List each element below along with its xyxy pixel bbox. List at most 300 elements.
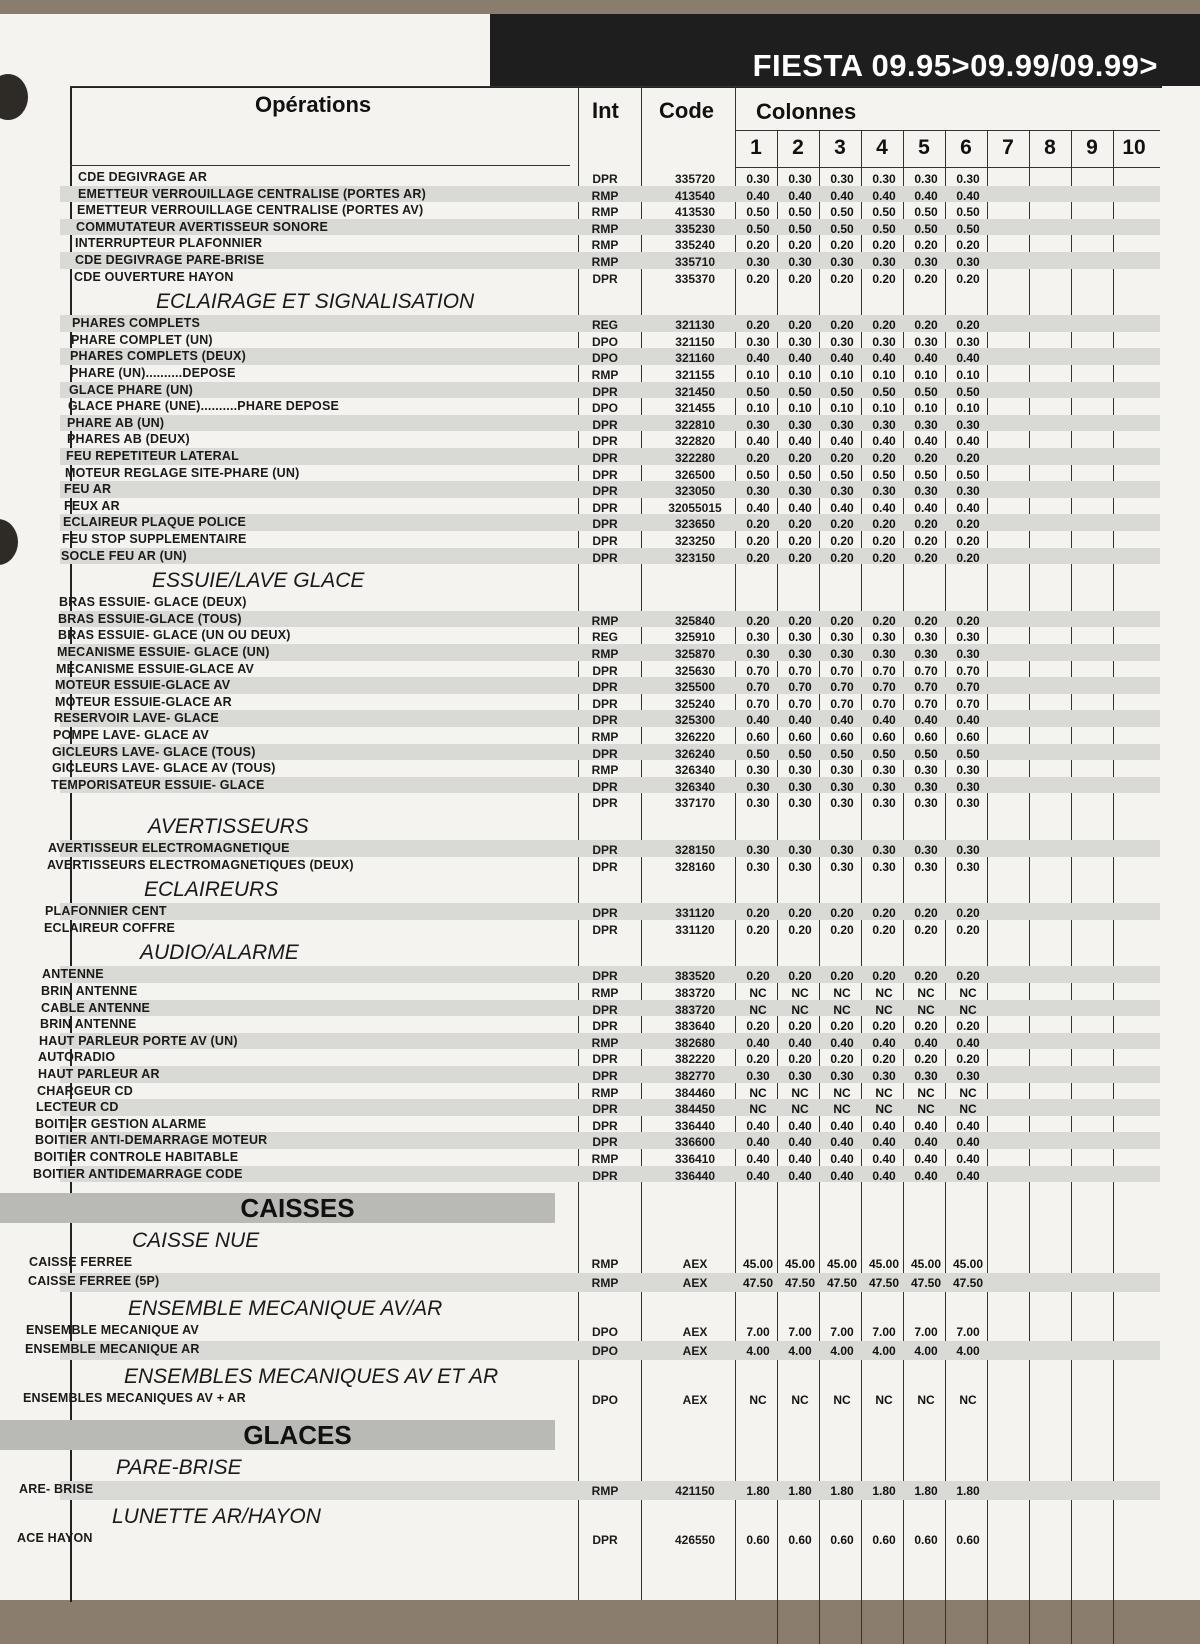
column-value: NC [917, 1085, 935, 1100]
column-value: 0.50 [788, 746, 812, 761]
column-value: 47.50 [784, 1276, 816, 1291]
column-value: 0.30 [872, 630, 896, 645]
int-code: DPR [592, 859, 618, 874]
column-value: 0.30 [746, 779, 770, 794]
column-value: 0.50 [830, 467, 854, 482]
column-value: 0.20 [746, 451, 770, 465]
column-value: 0.70 [956, 696, 980, 711]
int-code: RMP [591, 1276, 619, 1291]
int-code: DPO [591, 1344, 618, 1359]
operation-label: ENSEMBLE MECANIQUE AV [26, 1323, 199, 1338]
operation-label: EMETTEUR VERROUILLAGE CENTRALISE (PORTES AV) [77, 203, 424, 218]
column-value: 0.60 [746, 1533, 770, 1548]
column-value: 0.70 [830, 696, 854, 711]
column-value: 0.20 [872, 451, 896, 465]
operation-label: MECANISME ESSUIE- GLACE (UN) [57, 645, 270, 659]
column-value: 0.40 [746, 434, 770, 449]
int-code: DPR [592, 417, 618, 432]
operation-code: 325870 [674, 647, 716, 661]
column-value: 0.20 [788, 969, 812, 984]
column-value: 0.40 [830, 713, 854, 728]
column-value: 4.00 [788, 1344, 812, 1359]
int-code: RMP [591, 238, 619, 253]
int-code: DPO [591, 334, 618, 349]
operation-code: 325910 [674, 630, 716, 645]
column-value: 0.50 [872, 384, 896, 399]
column-value: 7.00 [830, 1325, 854, 1340]
column-value: 0.50 [872, 467, 896, 482]
column-value: 0.30 [788, 630, 812, 645]
operation-code: 382770 [674, 1069, 716, 1083]
operation-label: RESERVOIR LAVE- GLACE [54, 711, 219, 726]
header-colonnes: Colonnes [756, 99, 857, 124]
operation-label: ECLAIREUR COFFRE [44, 920, 175, 935]
operation-code: 336440 [674, 1168, 716, 1183]
column-value: 0.30 [746, 172, 770, 186]
column-value: 0.30 [788, 255, 812, 269]
column-value: 0.30 [830, 417, 854, 432]
operation-code: 335720 [674, 172, 716, 186]
column-value: 0.40 [956, 1168, 980, 1183]
column-value: 0.70 [746, 663, 770, 678]
column-value: 0.70 [746, 696, 770, 711]
column-value: NC [791, 1393, 809, 1408]
column-value: NC [875, 1085, 893, 1100]
operation-label: ACE HAYON [17, 1531, 93, 1546]
column-value: 0.20 [830, 238, 854, 253]
operation-code: 335370 [674, 271, 716, 286]
column-value: 0.30 [956, 779, 980, 794]
column-value: 0.40 [914, 188, 938, 203]
column-value: 0.20 [746, 1019, 770, 1034]
column-value: 0.30 [830, 255, 854, 269]
column-value: 0.30 [956, 1069, 980, 1083]
column-value: 0.20 [956, 271, 980, 286]
column-value: 0.40 [872, 500, 896, 515]
int-code: DPR [592, 271, 618, 286]
column-value: NC [917, 1393, 935, 1408]
column-value: 0.30 [746, 859, 770, 874]
column-value: 0.20 [914, 922, 938, 937]
operation-label: ARE- BRISE [19, 1482, 94, 1497]
section-heading: PARE-BRISE [116, 1456, 242, 1480]
operation-code: 335710 [674, 255, 716, 269]
int-code: DPR [592, 843, 618, 857]
column-value: 0.30 [746, 417, 770, 432]
operation-code: 413530 [674, 205, 716, 220]
column-value: 0.20 [914, 1052, 938, 1067]
column-value: 0.30 [746, 334, 770, 349]
column-value: 0.30 [830, 779, 854, 794]
operation-label: HAUT PARLEUR PORTE AV (UN) [39, 1033, 238, 1048]
column-value: 0.20 [872, 318, 896, 333]
column-value: 0.40 [788, 1168, 812, 1183]
column-value: 0.30 [956, 859, 980, 874]
column-value: 0.10 [830, 368, 854, 382]
column-value: 0.70 [956, 663, 980, 678]
column-number: 8 [1044, 136, 1056, 159]
column-value: 0.40 [746, 351, 770, 366]
operation-label: FEU STOP SUPPLEMENTAIRE [62, 532, 247, 546]
column-value: NC [917, 1102, 935, 1117]
column-value: 0.20 [872, 613, 896, 628]
column-value: 0.30 [914, 779, 938, 794]
column-value: 0.70 [788, 696, 812, 711]
column-value: 0.30 [956, 796, 980, 811]
column-value: 45.00 [742, 1257, 774, 1272]
column-value: NC [959, 1002, 977, 1017]
operation-label: ECLAIREUR PLAQUE POLICE [63, 515, 247, 530]
operation-code: 326240 [674, 746, 716, 761]
column-value: 0.30 [956, 647, 980, 661]
column-value: 0.20 [872, 1019, 896, 1034]
operation-label: BOITIER GESTION ALARME [35, 1116, 207, 1131]
column-value: 0.20 [746, 271, 770, 286]
column-value: 0.30 [914, 255, 938, 269]
column-number: 6 [960, 136, 972, 159]
column-value: NC [833, 1393, 851, 1408]
column-value: 0.30 [788, 172, 812, 186]
column-value: 0.60 [788, 730, 812, 744]
operation-label: GLACE PHARE (UNE)..........PHARE DEPOSE [68, 399, 340, 414]
int-code: DPR [592, 451, 618, 465]
column-value: 0.20 [746, 613, 770, 628]
operation-label: PHARE (UN)..........DEPOSE [70, 366, 236, 380]
column-value: 0.30 [872, 1069, 896, 1083]
column-value: 0.70 [746, 680, 770, 695]
column-value: 7.00 [788, 1325, 812, 1340]
column-value: 0.20 [956, 613, 980, 628]
int-code: DPR [592, 713, 618, 728]
operation-code: 383640 [674, 1019, 716, 1034]
column-value: NC [749, 1002, 767, 1017]
column-value: 0.20 [830, 922, 854, 937]
operation-label: BRAS ESSUIE- GLACE (DEUX) [59, 595, 247, 610]
column-value: 0.30 [956, 484, 980, 499]
column-number: 3 [834, 136, 846, 159]
header-code: Code [659, 98, 714, 123]
column-value: 0.30 [788, 334, 812, 349]
operation-code: 321455 [674, 401, 716, 416]
column-value: 0.40 [788, 500, 812, 515]
column-value: 45.00 [784, 1257, 816, 1272]
column-value: 0.20 [830, 318, 854, 333]
column-value: 0.20 [956, 1052, 980, 1067]
section-heading: CAISSE NUE [132, 1229, 260, 1253]
column-value: NC [749, 986, 767, 1000]
column-value: 0.20 [872, 534, 896, 548]
column-value: 0.50 [746, 746, 770, 761]
column-value: 4.00 [830, 1344, 854, 1359]
column-value: 0.40 [872, 713, 896, 728]
column-value: NC [875, 1102, 893, 1117]
operation-label: PHARES AB (DEUX) [67, 432, 190, 447]
column-value: 0.30 [788, 779, 812, 794]
column-value: 45.00 [910, 1257, 942, 1272]
operation-label: BOITIER ANTI-DEMARRAGE MOTEUR [35, 1133, 268, 1148]
column-value: 0.40 [956, 1118, 980, 1133]
operation-code: 326500 [674, 467, 716, 482]
column-number: 9 [1086, 136, 1098, 159]
column-value: NC [959, 986, 977, 1000]
column-value: 0.30 [746, 843, 770, 857]
major-section-label: CAISSES [240, 1193, 355, 1224]
column-value: 0.30 [914, 484, 938, 499]
operation-label: BRAS ESSUIE-GLACE (TOUS) [58, 611, 242, 626]
column-value: 0.40 [914, 1135, 938, 1150]
column-value: 0.10 [956, 368, 980, 382]
column-value: 0.50 [830, 205, 854, 220]
int-code: DPR [592, 484, 618, 499]
column-value: 0.50 [956, 205, 980, 220]
column-value: 0.20 [956, 534, 980, 548]
column-value: 0.30 [914, 843, 938, 857]
operation-label: CDE OUVERTURE HAYON [74, 269, 234, 284]
column-value: 0.30 [872, 859, 896, 874]
column-value: 0.30 [788, 796, 812, 811]
int-code: DPR [592, 1135, 618, 1150]
operation-code: 326340 [674, 779, 716, 794]
operation-label: MOTEUR ESSUIE-GLACE AR [55, 694, 232, 709]
column-value: 0.60 [872, 1533, 896, 1548]
operation-code: 326220 [674, 730, 716, 744]
operation-code: 32055015 [668, 500, 722, 515]
column-value: 0.10 [956, 401, 980, 416]
column-value: 0.20 [872, 1052, 896, 1067]
operation-label: FEU REPETITEUR LATERAL [66, 449, 239, 463]
column-value: 0.40 [914, 351, 938, 366]
column-value: 0.70 [788, 663, 812, 678]
column-value: 0.30 [830, 859, 854, 874]
column-value: 0.50 [956, 467, 980, 482]
operation-label: FEU AR [64, 482, 112, 497]
column-value: 0.20 [788, 550, 812, 565]
column-value: 0.20 [788, 1019, 812, 1034]
int-code: DPO [591, 1325, 618, 1340]
column-value: 0.10 [914, 401, 938, 416]
column-value: 0.50 [872, 746, 896, 761]
header-int: Int [592, 98, 619, 123]
operation-label: BOITIER CONTROLE HABITABLE [34, 1150, 239, 1164]
column-value: 0.30 [788, 1069, 812, 1083]
column-value: 0.70 [872, 663, 896, 678]
operation-code: AEX [682, 1393, 708, 1408]
column-value: 0.30 [914, 1069, 938, 1083]
column-value: 0.20 [914, 271, 938, 286]
column-value: 0.40 [788, 1118, 812, 1133]
column-value: 0.50 [956, 746, 980, 761]
column-value: 0.20 [788, 613, 812, 628]
column-value: 0.30 [914, 417, 938, 432]
int-code: DPR [592, 696, 618, 711]
column-value: 0.40 [788, 1035, 812, 1050]
column-value: NC [833, 986, 851, 1000]
int-code: DPR [592, 500, 618, 515]
operation-label: BOITIER ANTIDEMARRAGE CODE [33, 1166, 243, 1181]
column-value: NC [959, 1393, 977, 1408]
operation-code: 337170 [674, 796, 716, 811]
column-value: 0.20 [914, 550, 938, 565]
section-heading: ESSUIE/LAVE GLACE [152, 569, 365, 593]
column-value: 0.30 [956, 843, 980, 857]
column-value: 0.30 [914, 647, 938, 661]
column-value: 1.80 [788, 1484, 812, 1499]
operation-label: TEMPORISATEUR ESSUIE- GLACE [51, 777, 265, 792]
operation-code: 421150 [675, 1484, 715, 1499]
column-value: 47.50 [826, 1276, 858, 1291]
column-value: 0.50 [746, 384, 770, 399]
column-value: 0.50 [956, 221, 980, 236]
operation-code: 325840 [674, 613, 716, 628]
column-value: 0.60 [956, 730, 980, 744]
column-value: 0.30 [872, 255, 896, 269]
int-code: DPR [592, 467, 618, 482]
int-code: DPR [592, 1019, 618, 1034]
column-value: 45.00 [952, 1257, 984, 1272]
column-value: NC [833, 1102, 851, 1117]
column-value: 0.60 [914, 730, 938, 744]
column-value: 47.50 [868, 1276, 900, 1291]
operation-label: POMPE LAVE- GLACE AV [53, 728, 209, 742]
operation-code: 335240 [674, 238, 716, 253]
int-code: DPR [592, 1533, 618, 1548]
column-value: 0.40 [746, 1118, 770, 1133]
column-value: 0.40 [746, 1035, 770, 1050]
column-value: 0.40 [788, 1152, 812, 1166]
operation-label: BRAS ESSUIE- GLACE (UN OU DEUX) [58, 628, 291, 643]
column-value: 0.40 [914, 434, 938, 449]
int-code: RMP [591, 255, 619, 269]
int-code: DPR [592, 779, 618, 794]
column-value: 0.50 [788, 384, 812, 399]
column-value: 0.20 [788, 1052, 812, 1067]
operation-label: CAISSE FERREE [29, 1255, 133, 1270]
column-number: 4 [876, 136, 888, 159]
column-value: 0.30 [872, 647, 896, 661]
column-value: 0.30 [914, 630, 938, 645]
column-value: 0.40 [788, 713, 812, 728]
column-value: NC [749, 1393, 767, 1408]
operation-label: ENSEMBLE MECANIQUE AR [25, 1342, 200, 1357]
column-value: 0.30 [788, 417, 812, 432]
column-value: 0.40 [956, 351, 980, 366]
operation-code: 331120 [675, 922, 715, 937]
column-value: 0.20 [746, 969, 770, 984]
column-value: 0.40 [830, 188, 854, 203]
operation-code: 323050 [674, 484, 716, 499]
operation-code: 321160 [675, 351, 715, 366]
column-value: 0.10 [872, 368, 896, 382]
column-value: NC [791, 986, 809, 1000]
column-value: 0.40 [788, 188, 812, 203]
column-value: 45.00 [868, 1257, 900, 1272]
operation-code: 336600 [674, 1135, 716, 1150]
column-value: 0.20 [956, 922, 980, 937]
column-value: 0.40 [746, 713, 770, 728]
column-value: 0.40 [914, 500, 938, 515]
column-value: 0.40 [872, 1135, 896, 1150]
column-value: 0.30 [914, 334, 938, 349]
column-value: NC [749, 1085, 767, 1100]
column-value: 0.20 [746, 906, 770, 921]
int-code: RMP [591, 986, 619, 1000]
column-value: 0.60 [746, 730, 770, 744]
operation-code: 323250 [674, 534, 716, 548]
int-code: RMP [591, 763, 619, 778]
column-value: 0.40 [872, 1152, 896, 1166]
column-value: 0.40 [956, 713, 980, 728]
column-value: 0.20 [746, 534, 770, 548]
column-value: 0.30 [830, 796, 854, 811]
int-code: RMP [591, 1257, 619, 1272]
operation-code: 383720 [674, 1002, 716, 1017]
operation-label: BRIN ANTENNE [40, 1017, 137, 1032]
operation-label: AVERTISSEURS ELECTROMAGNETIQUES (DEUX) [47, 857, 354, 872]
column-value: 0.20 [746, 550, 770, 565]
column-value: 0.30 [830, 647, 854, 661]
column-value: 0.30 [872, 417, 896, 432]
column-value: 1.80 [872, 1484, 896, 1499]
int-code: RMP [591, 1085, 619, 1100]
column-value: 0.20 [914, 517, 938, 532]
column-value: NC [875, 1393, 893, 1408]
column-value: 0.40 [872, 1118, 896, 1133]
column-value: 0.30 [956, 334, 980, 349]
column-value: 0.20 [788, 451, 812, 465]
column-value: NC [833, 1085, 851, 1100]
column-value: 47.50 [742, 1276, 774, 1291]
operation-code: 382220 [674, 1052, 716, 1067]
column-value: 0.30 [788, 763, 812, 778]
column-value: 0.70 [956, 680, 980, 695]
int-code: RMP [591, 613, 619, 628]
column-value: 0.40 [746, 500, 770, 515]
column-value: 0.30 [746, 255, 770, 269]
column-value: 0.40 [914, 1118, 938, 1133]
column-value: 0.20 [956, 969, 980, 984]
column-value: 0.40 [914, 1152, 938, 1166]
column-value: 0.30 [788, 843, 812, 857]
column-value: 0.40 [788, 434, 812, 449]
column-value: 0.20 [872, 271, 896, 286]
column-value: 0.40 [956, 1152, 980, 1166]
int-code: DPR [592, 384, 618, 399]
column-value: 0.50 [830, 221, 854, 236]
column-number: 7 [1002, 136, 1014, 159]
column-value: 0.40 [830, 1035, 854, 1050]
operation-code: 328160 [674, 859, 716, 874]
operation-code: 323650 [674, 517, 716, 532]
column-value: 0.40 [830, 1135, 854, 1150]
column-value: 0.20 [956, 517, 980, 532]
column-value: NC [749, 1102, 767, 1117]
column-value: 0.30 [788, 647, 812, 661]
column-value: 0.40 [830, 1152, 854, 1166]
column-value: 0.70 [830, 663, 854, 678]
column-value: 0.20 [914, 969, 938, 984]
column-value: 0.50 [914, 221, 938, 236]
column-value: 0.40 [830, 351, 854, 366]
column-value: 1.80 [746, 1484, 770, 1499]
column-value: 0.20 [956, 451, 980, 465]
column-value: 0.30 [830, 172, 854, 186]
column-value: 1.80 [914, 1484, 938, 1499]
operation-label: INTERRUPTEUR PLAFONNIER [75, 236, 263, 251]
column-value: 0.20 [956, 1019, 980, 1034]
column-value: 0.50 [872, 205, 896, 220]
operation-label: LECTEUR CD [36, 1100, 119, 1115]
int-code: RMP [591, 1484, 619, 1499]
